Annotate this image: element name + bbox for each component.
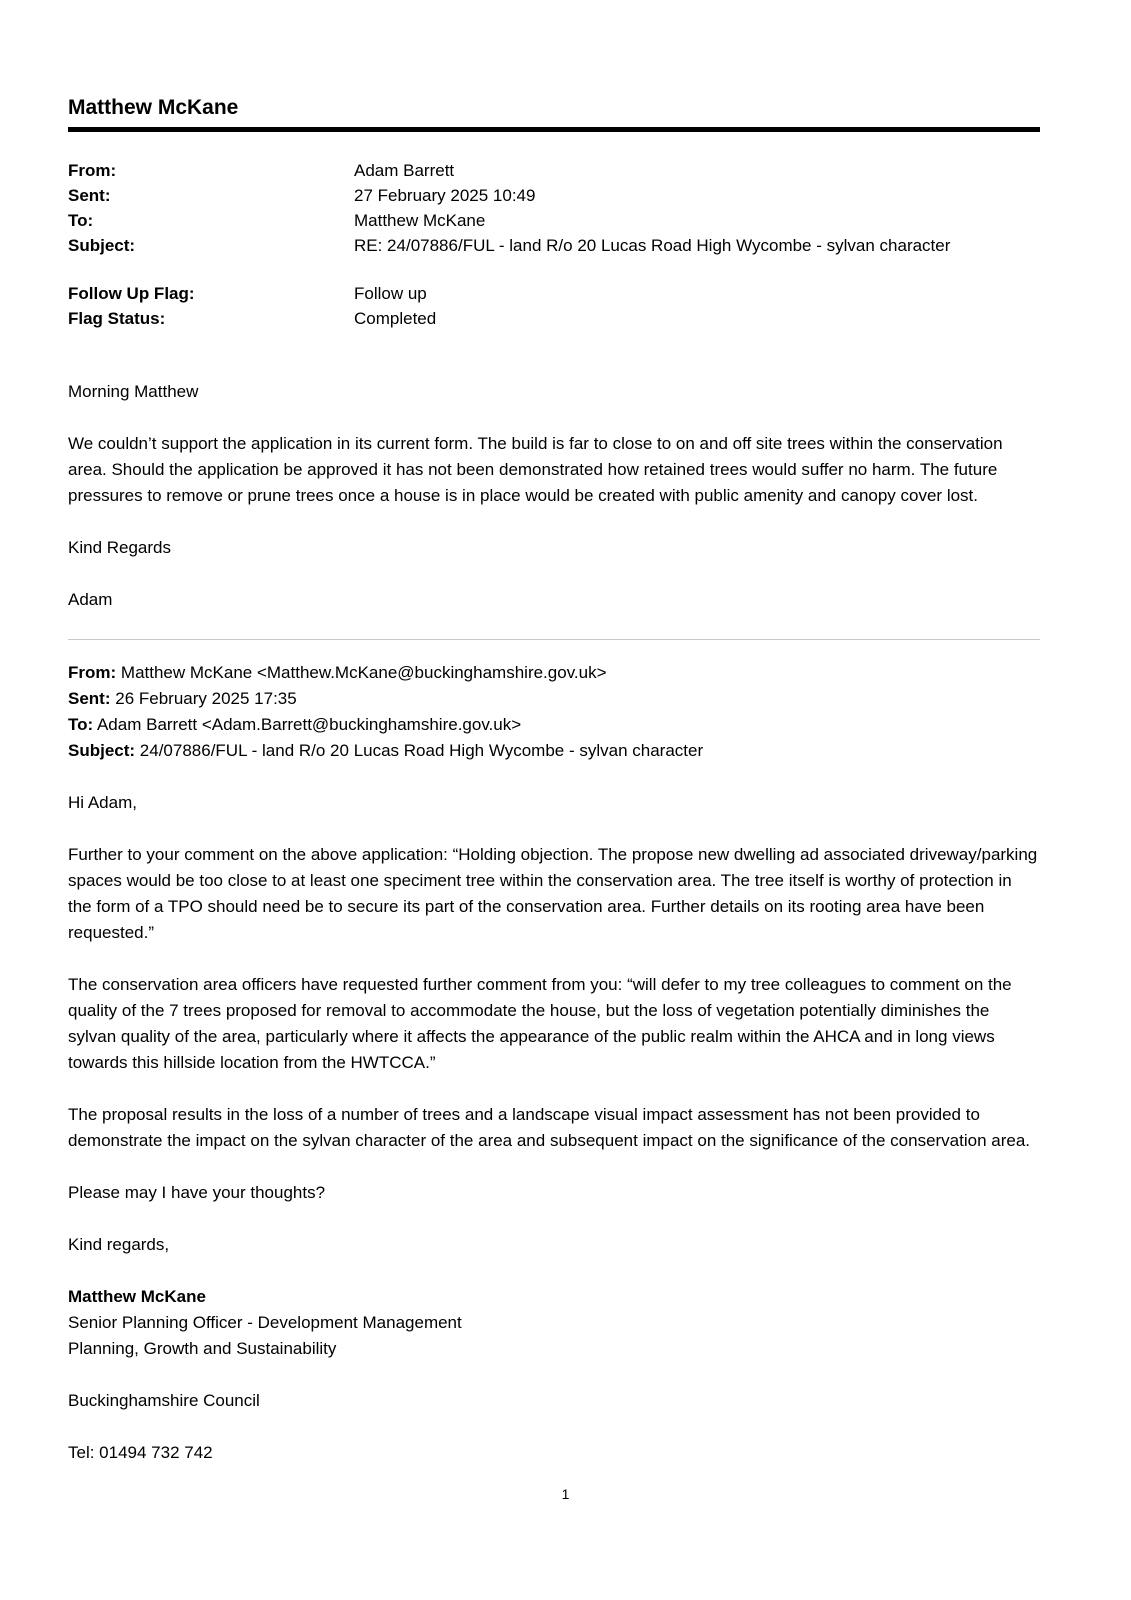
meta-row-flag-status	[68, 306, 1040, 331]
quoted-header-sent	[68, 686, 1040, 712]
quoted-header-from	[68, 660, 1040, 686]
quoted-from-value: Matthew McKane <Matthew.McKane@buckinghamshire.gov.uk>	[120, 663, 607, 682]
quoted-to-label: To:	[68, 715, 94, 734]
quoted-signoff: Kind regards,	[68, 1235, 170, 1254]
meta-label-flag-status: Flag Status:	[68, 309, 166, 328]
quoted-paragraph-3: The proposal results in the loss of a number of trees and a landscape visual impact assessment has not been provided to demonstrate the impact on the sylvan character of the area and subsequent impact on the significance of the conservation area.	[68, 1105, 1031, 1150]
meta-row-from	[68, 158, 1040, 183]
meta-label-to: To:	[68, 211, 94, 230]
quoted-to-value: Adam Barrett <Adam.Barrett@buckinghamshire.gov.uk>	[96, 715, 522, 734]
reply-paragraph: We couldn’t support the application in its current form. The build is far to close to on and off site trees within the conservation area. Should the application be approved it has not been demonstrated how retained trees would suffer no harm. The future pressures to remove or prune trees once a house is in place would be created with public amenity and canopy cover lost.	[68, 434, 1003, 505]
meta-row-followup-flag	[68, 281, 1040, 306]
signature-name: Matthew McKane	[68, 1287, 206, 1306]
quoted-subject-label: Subject:	[68, 741, 136, 760]
meta-label-from: From:	[68, 161, 117, 180]
meta-label-followup-flag: Follow Up Flag:	[68, 284, 195, 303]
meta-label-sent: Sent:	[68, 186, 111, 205]
email-flag-fields	[68, 281, 1040, 331]
meta-value-from: Adam Barrett	[354, 161, 455, 180]
meta-row-to	[68, 208, 1040, 233]
reply-signature: Adam	[68, 590, 113, 609]
meta-value-flag-status: Completed	[354, 309, 437, 328]
email-meta-fields	[68, 158, 1040, 331]
quoted-paragraph-1: Further to your comment on the above application: “Holding objection. The propose new dwelling ad associated driveway/parking spaces would be too close to at least one speciment tree within the conservation area. The tree itself is worthy of protection in the form of a TPO should need be to secure its part of the conservation area. Further details on its rooting area have been requested.”	[68, 845, 1038, 942]
quoted-header-subject	[68, 738, 1040, 764]
quoted-sent-label: Sent:	[68, 689, 111, 708]
signature-block	[68, 1284, 1040, 1466]
quoted-email-divider	[68, 639, 1040, 640]
meta-value-sent: 27 February 2025 10:49	[354, 186, 536, 205]
signature-role: Senior Planning Officer - Development Management	[68, 1313, 462, 1332]
reply-greeting: Morning Matthew	[68, 382, 199, 401]
reply-message-body	[68, 379, 1040, 613]
quoted-greeting: Hi Adam,	[68, 793, 137, 812]
meta-value-followup-flag: Follow up	[354, 284, 427, 303]
meta-value-to: Matthew McKane	[354, 211, 486, 230]
quoted-from-label: From:	[68, 663, 117, 682]
meta-label-subject: Subject:	[68, 236, 136, 255]
quoted-message-body	[68, 790, 1040, 1466]
signature-organisation: Buckinghamshire Council	[68, 1391, 260, 1410]
document-header	[68, 96, 1040, 132]
quoted-email-header	[68, 660, 1040, 764]
title-divider	[68, 127, 1040, 132]
signature-department: Planning, Growth and Sustainability	[68, 1339, 337, 1358]
meta-row-sent	[68, 183, 1040, 208]
page-title: Matthew McKane	[68, 96, 239, 119]
quoted-question: Please may I have your thoughts?	[68, 1183, 326, 1202]
quoted-sent-value: 26 February 2025 17:35	[115, 689, 297, 708]
quoted-header-to	[68, 712, 1040, 738]
meta-value-subject: RE: 24/07886/FUL - land R/o 20 Lucas Road High Wycombe - sylvan character	[354, 236, 951, 255]
signature-phone: Tel: 01494 732 742	[68, 1443, 213, 1462]
reply-signoff: Kind Regards	[68, 538, 172, 557]
quoted-subject-value: 24/07886/FUL - land R/o 20 Lucas Road High Wycombe - sylvan character	[139, 741, 704, 760]
page-number: 1	[561, 1486, 570, 1502]
meta-row-subject	[68, 233, 1040, 258]
quoted-paragraph-2: The conservation area officers have requested further comment from you: “will defer to my tree colleagues to comment on the quality of the 7 trees proposed for removal to accommodate the house, but the loss of vegetation potentially diminishes the sylvan quality of the area, particularly where it affects the appearance of the public realm within the AHCA and in long views towards this hillside location from the HWTCCA.”	[68, 975, 1012, 1072]
